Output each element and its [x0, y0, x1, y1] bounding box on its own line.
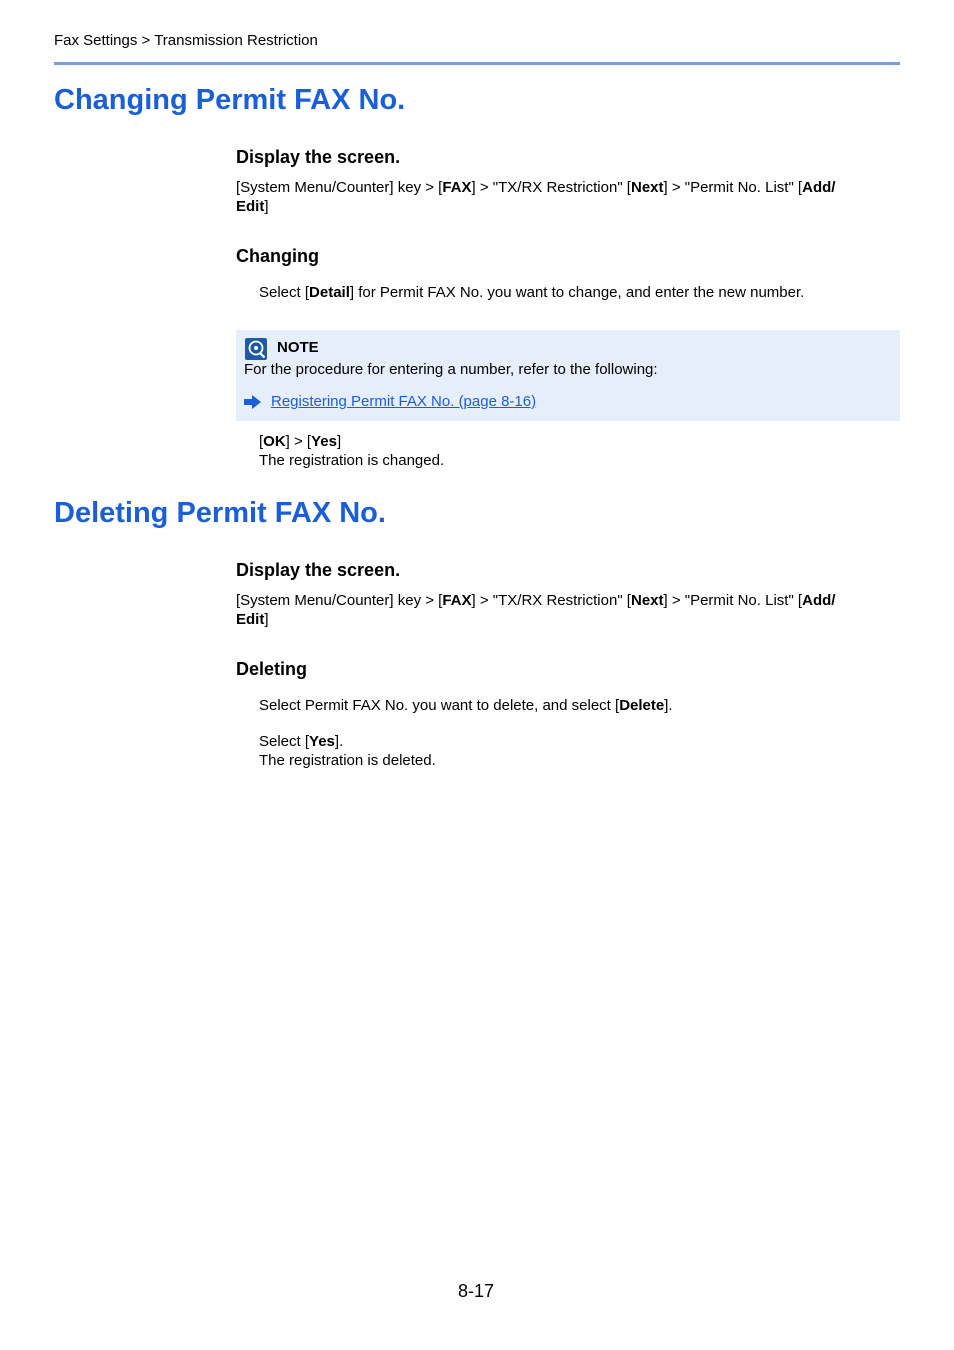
section-title-deleting: Deleting Permit FAX No.: [54, 497, 386, 529]
menu-path: [System Menu/Counter] key > [FAX] > "TX/RX Restriction" [Next] > "Permit No. List" [Add/ Edit]: [236, 592, 836, 628]
note-box: [236, 330, 900, 421]
header-rule: [54, 62, 900, 65]
section-title-changing: Changing Permit FAX No.: [54, 84, 406, 116]
instruction-delete: Select Permit FAX No. you want to delete, and select [Delete].: [259, 697, 673, 714]
step-title-display-screen: Display the screen.: [236, 560, 401, 580]
confirm-yes: Select [Yes]. The registration is deleted.: [259, 733, 436, 769]
note-title: NOTE: [277, 339, 319, 356]
arrow-right-icon: [244, 395, 261, 409]
breadcrumb: Fax Settings > Transmission Restriction: [54, 32, 318, 49]
confirm-ok-yes: [OK] > [Yes] The registration is changed.: [259, 433, 445, 469]
instruction-change: Select [Detail] for Permit FAX No. you want to change, and enter the new number.: [259, 284, 805, 301]
link-registering-permit-fax[interactable]: Registering Permit FAX No. (page 8-16): [271, 393, 537, 410]
menu-path: [System Menu/Counter] key > [FAX] > "TX/RX Restriction" [Next] > "Permit No. List" [Add/ Edit]: [236, 179, 836, 215]
page-number: 8-17: [458, 1281, 495, 1301]
note-text: For the procedure for entering a number, refer to the following:: [244, 361, 658, 378]
step-title-deleting: Deleting: [236, 659, 308, 679]
note-icon: [245, 338, 267, 360]
step-title-changing: Changing: [236, 246, 319, 266]
step-title-display-screen: Display the screen.: [236, 147, 401, 167]
